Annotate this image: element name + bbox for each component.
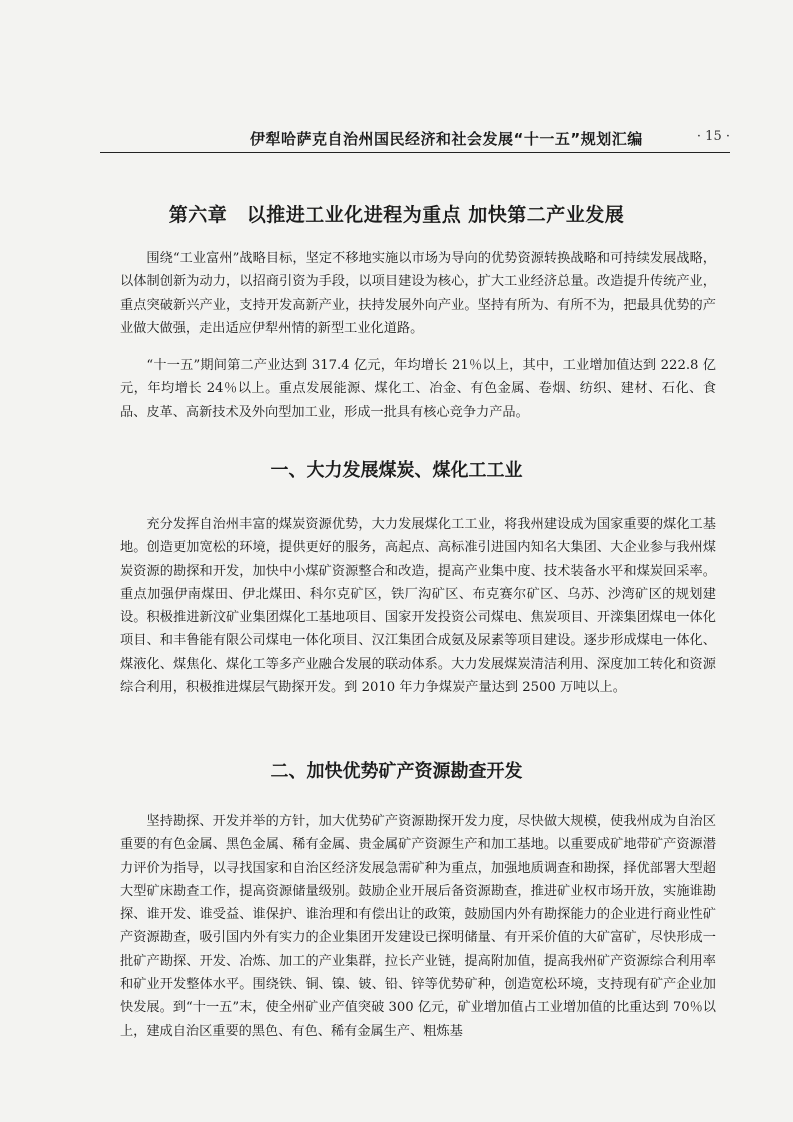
section-2-paragraph: 坚持勘探、开发并举的方针，加大优势矿产资源勘探开发力度，尽快做大规模，使我州成为自治区重要的有色金属、黑色金属、稀有金属、贵金属矿产资源生产和加工基地。以重要成矿地带矿产资源潜力评价为指导，以寻找国家和自治区经济发展急需矿种为重点，加强地质调查和勘探，择优部署大型超大型矿床勘查工作，提高资源储量级别。鼓励企业开展后备资源勘查，推进矿业权市场开放，实施谁勘探、谁开发、谁受益、谁保护、谁治理和有偿出让的政策，鼓励国内外有勘探能力的企业进行商业性矿产资源勘查，吸引国内外有实力的企业集团开发建设已探明储量、有开采价值的大矿富矿，尽快形成一批矿产勘探、开发、冶炼、加工的产业集群，拉长产业链，提高附加值，提高我州矿产资源综合利用率和矿业开发整体水平。围绕铁、铜、镍、铍、铅、锌等优势矿种，创造宽松环境，支持现有矿产企业加快发展。到“十一五”末，使全州矿业产值突破 300 亿元，矿业增加值占工业增加值的比重达到 70％以上，建成自治区重要的黑色、有色、稀有金属生产、粗炼基: [120, 814, 716, 1039]
running-header: [100, 128, 730, 153]
section-1-paragraph: 充分发挥自治州丰富的煤炭资源优势，大力发展煤化工工业，将我州建设成为国家重要的煤化工基地。创造更加宽松的环境，提供更好的服务，高起点、高标准引进国内知名大集团、大企业参与我州煤炭资源的勘探和开发，加快中小煤矿资源整合和改造，提高产业集中度、技术装备水平和煤炭回采率。重点加强伊南煤田、伊北煤田、科尔克矿区，铁厂沟矿区、布克赛尔矿区、乌苏、沙湾矿区的规划建设。积极推进新汶矿业集团煤化工基地项目、国家开发投资公司煤电、焦炭项目、开滦集团煤电一体化项目、和丰鲁能有限公司煤电一体化项目、汉江集团合成氨及尿素等项目建设。逐步形成煤电一体化、煤液化、煤焦化、煤化工等多产业融合发展的联动体系。大力发展煤炭清洁利用、深度加工转化和资源综合利用，积极推进煤层气勘探开发。到 2010 年力争煤炭产量达到 2500 万吨以上。: [120, 517, 716, 696]
intro-paragraph-2: “十一五”期间第二产业达到 317.4 亿元，年均增长 21％以上，其中，工业增加值达到 222.8 亿元，年均增长 24％以上。重点发展能源、煤化工、冶金、有色金属、卷烟、纺织、建材、石化、食品、皮革、高新技术及外向型加工业，形成一批具有核心竞争力产品。: [120, 358, 716, 420]
section-2-title: 二、加快优势矿产资源勘查开发: [270, 761, 523, 782]
chapter-title: 第六章 以推进工业化进程为重点 加快第二产业发展: [168, 204, 625, 226]
intro-paragraph-1: 围绕“工业富州”战略目标，坚定不移地实施以市场为导向的优势资源转换战略和可持续发展战略，以体制创新为动力，以招商引资为手段，以项目建设为核心，扩大工业经济总量。改造提升传统产业，重点突破新兴产业，支持开发高新产业，扶持发展外向产业。坚持有所为、有所不为，把最具优势的产业做大做强，走出适应伊犁州情的新型工业化道路。: [120, 251, 716, 336]
section-1-title: 一、大力发展煤炭、煤化工工业: [270, 460, 523, 481]
header-title: 伊犁哈萨克自治州国民经济和社会发展“十一五”规划汇编: [250, 130, 643, 148]
page-number: · 15 ·: [696, 129, 730, 144]
